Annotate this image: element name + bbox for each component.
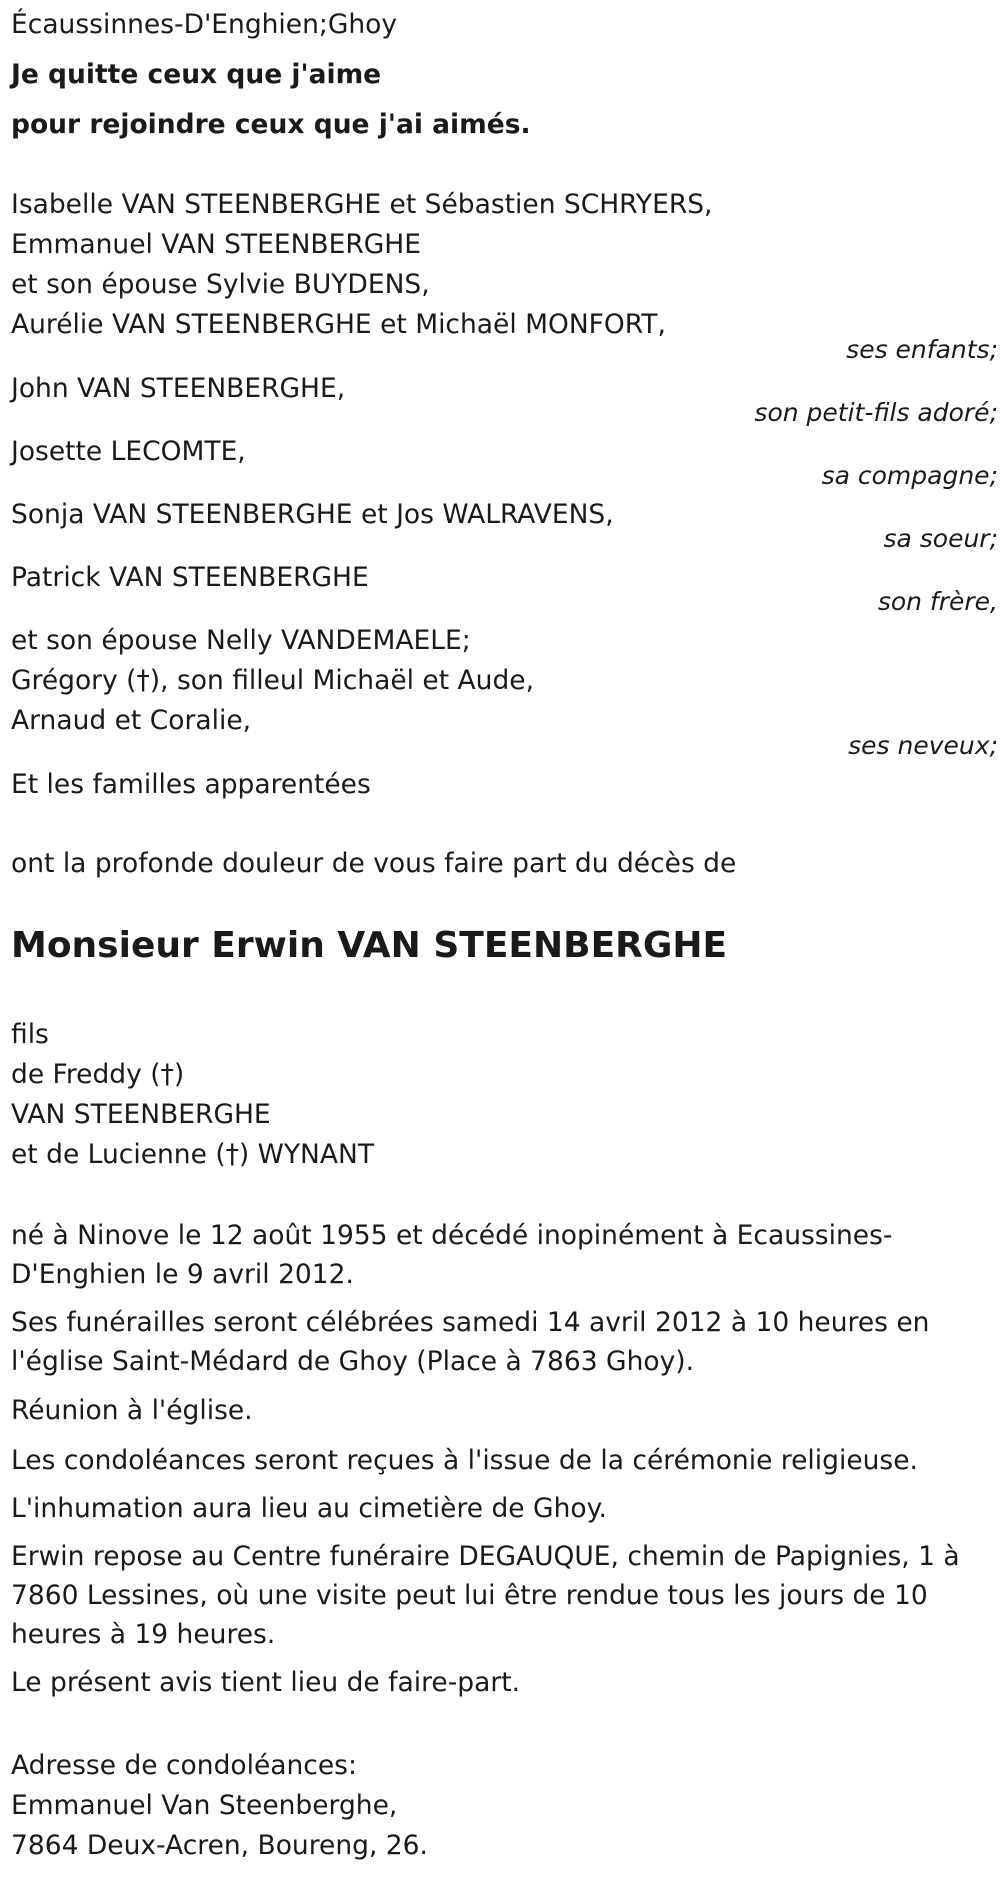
parent-line: fils (11, 1019, 49, 1050)
family-line: Arnaud et Coralie, (11, 705, 252, 736)
quote-line-1: Je quitte ceux que j'aime (11, 59, 382, 90)
family-line: et son épouse Sylvie BUYDENS, (11, 269, 430, 300)
family-line: Patrick VAN STEENBERGHE (11, 562, 369, 593)
relation-label: sa compagne; (821, 461, 998, 490)
family-line: John VAN STEENBERGHE, (11, 373, 346, 404)
relation-label: son petit-fils adoré; (754, 398, 998, 427)
parent-line: et de Lucienne (†) WYNANT (11, 1139, 375, 1170)
relation-label: son frère, (877, 587, 998, 616)
relation-label: ses neveux; (848, 731, 998, 760)
family-line: Aurélie VAN STEENBERGHE et Michaël MONFORT, (11, 309, 666, 340)
parent-line: de Freddy (†) (11, 1059, 185, 1090)
burial-paragraph: L'inhumation aura lieu au cimetière de Ghoy. (11, 1493, 607, 1524)
family-line: Josette LECOMTE, (11, 436, 246, 467)
announcement-intro: ont la profonde douleur de vous faire part du décès de (11, 848, 737, 879)
deceased-name: Monsieur Erwin VAN STEENBERGHE (11, 925, 728, 966)
relation-label: ses enfants; (846, 335, 998, 364)
family-line: Et les familles apparentées (11, 769, 371, 800)
address-heading: Adresse de condoléances: (11, 1750, 357, 1781)
quote-line-2: pour rejoindre ceux que j'ai aimés. (11, 109, 531, 140)
notice-paragraph: Le présent avis tient lieu de faire-part. (11, 1667, 521, 1698)
family-line: et son épouse Nelly VANDEMAELE; (11, 625, 471, 656)
location-line: Écaussinnes-D'Enghien;Ghoy (11, 9, 398, 40)
relation-label: sa soeur; (883, 524, 998, 553)
birth-death-paragraph: né à Ninove le 12 août 1955 et décédé inopinément à Ecaussines-D'Enghien le 9 avril 2012. (11, 1220, 893, 1290)
family-line: Grégory (†), son filleul Michaël et Aude, (11, 665, 535, 696)
family-line: Isabelle VAN STEENBERGHE et Sébastien SCHRYERS, (11, 189, 713, 220)
meeting-paragraph: Réunion à l'église. (11, 1395, 253, 1426)
viewing-paragraph: Erwin repose au Centre funéraire DEGAUQUE, chemin de Papignies, 1 à 7860 Lessines, où une visite peut lui être rendue tous les jours de 10 heures à 19 heures. (11, 1541, 960, 1650)
condolences-paragraph: Les condoléances seront reçues à l'issue de la cérémonie religieuse. (11, 1445, 918, 1476)
parent-line: VAN STEENBERGHE (11, 1099, 271, 1130)
address-street: 7864 Deux-Acren, Boureng, 26. (11, 1830, 428, 1861)
family-line: Sonja VAN STEENBERGHE et Jos WALRAVENS, (11, 499, 614, 530)
funeral-paragraph: Ses funérailles seront célébrées samedi 14 avril 2012 à 10 heures en l'église Saint-Médard de Ghoy (Place à 7863 Ghoy). (11, 1307, 930, 1377)
address-name: Emmanuel Van Steenberghe, (11, 1790, 398, 1821)
family-line: Emmanuel VAN STEENBERGHE (11, 229, 421, 260)
